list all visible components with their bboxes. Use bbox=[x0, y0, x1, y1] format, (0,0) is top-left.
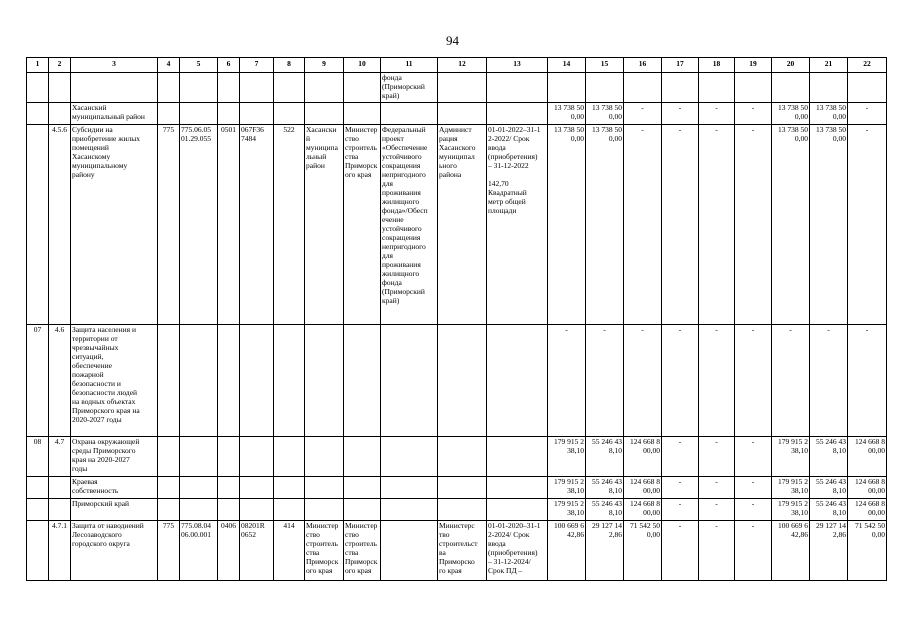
table-cell bbox=[381, 103, 438, 125]
table-cell: 08201R 0652 bbox=[240, 521, 274, 581]
table-cell bbox=[344, 73, 381, 103]
table-cell: 07 bbox=[27, 325, 49, 437]
table-cell bbox=[274, 437, 305, 477]
table-cell bbox=[487, 103, 548, 125]
column-header: 8 bbox=[274, 58, 305, 73]
column-header: 5 bbox=[180, 58, 218, 73]
table-cell bbox=[810, 73, 848, 103]
column-header: 11 bbox=[381, 58, 438, 73]
table-cell bbox=[218, 325, 240, 437]
table-cell bbox=[27, 125, 49, 325]
table-cell bbox=[305, 103, 344, 125]
column-header: 3 bbox=[71, 58, 158, 73]
table-cell bbox=[344, 477, 381, 499]
table-cell: Защита от наводнений Лесозаводского городского округа bbox=[71, 521, 158, 581]
table-cell: 13 738 50 0,00 bbox=[810, 103, 848, 125]
table-cell: - bbox=[586, 325, 624, 437]
table-cell bbox=[274, 477, 305, 499]
table-cell bbox=[180, 477, 218, 499]
table-cell bbox=[274, 73, 305, 103]
table-cell bbox=[305, 477, 344, 499]
table-cell bbox=[344, 437, 381, 477]
table-cell: 124 668 8 00,00 bbox=[848, 499, 887, 521]
table-cell: 4.6 bbox=[49, 325, 71, 437]
table-row bbox=[27, 437, 887, 477]
table-cell bbox=[180, 73, 218, 103]
table-cell: - bbox=[662, 521, 699, 581]
table-cell: 29 127 14 2,86 bbox=[586, 521, 624, 581]
table-cell: 179 915 2 38,10 bbox=[548, 477, 586, 499]
table-cell bbox=[438, 73, 487, 103]
table-row bbox=[27, 325, 887, 437]
table-cell bbox=[158, 499, 180, 521]
table-cell bbox=[180, 437, 218, 477]
table-cell bbox=[49, 477, 71, 499]
table-cell: 4.7 bbox=[49, 437, 71, 477]
table-cell bbox=[438, 437, 487, 477]
table-cell: фонда (Приморский край) bbox=[381, 73, 438, 103]
table-cell: 01-01-2020–31-1 2-2024/ Срок ввода (приобретения) – 31-12-2024/ Срок ПД – bbox=[487, 521, 548, 581]
table-cell bbox=[624, 73, 662, 103]
table-cell bbox=[158, 325, 180, 437]
table-cell: 13 738 50 0,00 bbox=[810, 125, 848, 325]
table-row bbox=[27, 499, 887, 521]
table-cell: - bbox=[699, 103, 735, 125]
table-cell: 522 bbox=[274, 125, 305, 325]
table-cell bbox=[274, 499, 305, 521]
table-cell: 0501 bbox=[218, 125, 240, 325]
column-header: 13 bbox=[487, 58, 548, 73]
table-cell: 13 738 50 0,00 bbox=[772, 125, 810, 325]
table-cell bbox=[438, 325, 487, 437]
table-row bbox=[27, 103, 887, 125]
table-cell: - bbox=[810, 325, 848, 437]
table-cell: 124 668 8 00,00 bbox=[848, 477, 887, 499]
column-header: 10 bbox=[344, 58, 381, 73]
table-cell bbox=[305, 73, 344, 103]
table-cell: 4.7.1 bbox=[49, 521, 71, 581]
column-header: 1 bbox=[27, 58, 49, 73]
table-cell bbox=[548, 73, 586, 103]
table-cell bbox=[381, 477, 438, 499]
table-cell: - bbox=[624, 125, 662, 325]
table-row bbox=[27, 521, 887, 581]
column-header: 17 bbox=[662, 58, 699, 73]
table-cell bbox=[240, 73, 274, 103]
table-cell: 71 542 50 0,00 bbox=[624, 521, 662, 581]
table-cell: 179 915 2 38,10 bbox=[772, 499, 810, 521]
table-cell: - bbox=[662, 103, 699, 125]
table-cell: 414 bbox=[274, 521, 305, 581]
column-header: 15 bbox=[586, 58, 624, 73]
table-cell bbox=[240, 103, 274, 125]
table-cell: 124 668 8 00,00 bbox=[848, 437, 887, 477]
header-row bbox=[27, 58, 887, 73]
table-cell bbox=[27, 521, 49, 581]
table-cell: 29 127 14 2,86 bbox=[810, 521, 848, 581]
table-cell bbox=[240, 477, 274, 499]
table-cell: 0406 bbox=[218, 521, 240, 581]
table-cell: 08 bbox=[27, 437, 49, 477]
table-cell bbox=[438, 103, 487, 125]
table-cell bbox=[27, 499, 49, 521]
table-cell bbox=[699, 73, 735, 103]
table-cell: Субсидии на приобретение жилых помещений Хасанскому муниципальному району bbox=[71, 125, 158, 325]
table-cell bbox=[71, 73, 158, 103]
table-cell: 067F36 7484 bbox=[240, 125, 274, 325]
table-cell: 775.06.05 01.29.055 bbox=[180, 125, 218, 325]
table-cell bbox=[27, 103, 49, 125]
table-cell bbox=[218, 73, 240, 103]
table-cell bbox=[274, 325, 305, 437]
table-cell bbox=[218, 437, 240, 477]
table-cell: 4.5.6 bbox=[49, 125, 71, 325]
table-cell: 100 669 6 42,86 bbox=[548, 521, 586, 581]
document-table bbox=[26, 57, 887, 581]
column-header: 7 bbox=[240, 58, 274, 73]
table-cell: - bbox=[699, 125, 735, 325]
table-cell: Админист рация Хасанского муниципал ьного района bbox=[438, 125, 487, 325]
table-cell: 124 668 8 00,00 bbox=[624, 499, 662, 521]
table-cell bbox=[772, 73, 810, 103]
table-cell bbox=[848, 73, 887, 103]
table-cell bbox=[487, 325, 548, 437]
column-header: 12 bbox=[438, 58, 487, 73]
table-cell bbox=[240, 437, 274, 477]
table-cell bbox=[381, 499, 438, 521]
table-cell: Защита населения и территории от чрезвычайных ситуаций, обеспечение пожарной безопасности и безопасности людей на водных объектах Приморского края на 2020-2027 годы bbox=[71, 325, 158, 437]
table-cell: Краевая собственность bbox=[71, 477, 158, 499]
table-cell: - bbox=[699, 325, 735, 437]
table-cell: 71 542 50 0,00 bbox=[848, 521, 887, 581]
table-cell bbox=[180, 325, 218, 437]
column-header: 20 bbox=[772, 58, 810, 73]
table-body bbox=[27, 73, 887, 581]
table-cell: Федеральный проект «Обеспечение устойчивого сокращения непригодного для проживания жилищного фонда»/Обесп ечение устойчивого сокращения непригодного для проживания жилищного фонда (Приморский край) bbox=[381, 125, 438, 325]
table-cell bbox=[49, 73, 71, 103]
table-cell: 775 bbox=[158, 521, 180, 581]
table-cell: - bbox=[735, 521, 772, 581]
table-cell: - bbox=[848, 103, 887, 125]
table-cell: Министер ство строитель ства Приморск ого края bbox=[344, 521, 381, 581]
table-cell: 179 915 2 38,10 bbox=[772, 477, 810, 499]
table-cell bbox=[240, 325, 274, 437]
table-cell: - bbox=[699, 437, 735, 477]
page-number: 94 bbox=[446, 33, 459, 48]
table-cell bbox=[487, 499, 548, 521]
table-cell: 01-01-2022–31-1 2-2022/ Срок ввода (приобретения) – 31-12-2022 142,70 Квадратный метр общей площади bbox=[487, 125, 548, 325]
table-cell: Охрана окружающей среды Приморского края на 2020-2027 годы bbox=[71, 437, 158, 477]
table-cell bbox=[735, 73, 772, 103]
table-cell: 55 246 43 8,10 bbox=[810, 437, 848, 477]
table-cell bbox=[305, 325, 344, 437]
table-cell bbox=[158, 437, 180, 477]
table-cell bbox=[218, 499, 240, 521]
table-cell: - bbox=[662, 477, 699, 499]
table-cell: - bbox=[848, 125, 887, 325]
table-cell: - bbox=[735, 499, 772, 521]
table-cell: 100 669 6 42,86 bbox=[772, 521, 810, 581]
table-cell: - bbox=[662, 499, 699, 521]
column-header: 2 bbox=[49, 58, 71, 73]
table-cell bbox=[218, 477, 240, 499]
table-cell: - bbox=[662, 125, 699, 325]
table-cell: - bbox=[699, 521, 735, 581]
table-cell: - bbox=[772, 325, 810, 437]
table-cell: - bbox=[699, 477, 735, 499]
column-header: 21 bbox=[810, 58, 848, 73]
table-cell bbox=[27, 477, 49, 499]
table-cell: - bbox=[735, 103, 772, 125]
table-cell bbox=[487, 437, 548, 477]
table-cell: 13 738 50 0,00 bbox=[548, 103, 586, 125]
table-cell bbox=[27, 73, 49, 103]
table-cell: 55 246 43 8,10 bbox=[586, 477, 624, 499]
table-cell bbox=[662, 73, 699, 103]
table-cell: 55 246 43 8,10 bbox=[810, 477, 848, 499]
table-cell: Министерс тво строительст ва Приморско го края bbox=[438, 521, 487, 581]
table-cell bbox=[240, 499, 274, 521]
table-cell bbox=[305, 437, 344, 477]
table-cell: 775.08.04 06.00.001 bbox=[180, 521, 218, 581]
table-cell bbox=[274, 103, 305, 125]
table-cell: - bbox=[848, 325, 887, 437]
column-header: 4 bbox=[158, 58, 180, 73]
table-cell: 13 738 50 0,00 bbox=[586, 125, 624, 325]
table-cell bbox=[344, 325, 381, 437]
table-cell: 124 668 8 00,00 bbox=[624, 437, 662, 477]
table-cell bbox=[158, 73, 180, 103]
table-row bbox=[27, 125, 887, 325]
table-cell: - bbox=[735, 477, 772, 499]
column-header: 18 bbox=[699, 58, 735, 73]
table-row bbox=[27, 477, 887, 499]
table-cell bbox=[180, 499, 218, 521]
table-row bbox=[27, 73, 887, 103]
table-cell: 13 738 50 0,00 bbox=[772, 103, 810, 125]
table-cell: 124 668 8 00,00 bbox=[624, 477, 662, 499]
column-header: 22 bbox=[848, 58, 887, 73]
table-cell: Хасански й муниципа льный район bbox=[305, 125, 344, 325]
table-cell: 179 915 2 38,10 bbox=[548, 499, 586, 521]
table-cell bbox=[180, 103, 218, 125]
table-cell: - bbox=[624, 325, 662, 437]
table-cell: 55 246 43 8,10 bbox=[810, 499, 848, 521]
table-cell bbox=[158, 477, 180, 499]
table-cell: - bbox=[699, 499, 735, 521]
table-cell: - bbox=[548, 325, 586, 437]
table-cell bbox=[487, 73, 548, 103]
table-cell: - bbox=[662, 437, 699, 477]
table-cell: 775 bbox=[158, 125, 180, 325]
table-cell: - bbox=[662, 325, 699, 437]
table-cell: Министер ство строитель ства Приморск ого края bbox=[305, 521, 344, 581]
table-cell: - bbox=[624, 103, 662, 125]
table-cell bbox=[381, 325, 438, 437]
table-cell: 179 915 2 38,10 bbox=[772, 437, 810, 477]
table-cell bbox=[438, 477, 487, 499]
table-cell: Приморский край bbox=[71, 499, 158, 521]
column-header: 9 bbox=[305, 58, 344, 73]
table-cell: - bbox=[735, 437, 772, 477]
table-cell bbox=[49, 499, 71, 521]
table-cell: 179 915 2 38,10 bbox=[548, 437, 586, 477]
table-cell bbox=[49, 103, 71, 125]
table-cell bbox=[305, 499, 344, 521]
table-cell bbox=[381, 521, 438, 581]
table-cell: 13 738 50 0,00 bbox=[548, 125, 586, 325]
table-cell: - bbox=[735, 325, 772, 437]
table-cell bbox=[586, 73, 624, 103]
table-cell bbox=[381, 437, 438, 477]
column-header: 6 bbox=[218, 58, 240, 73]
table-cell: 13 738 50 0,00 bbox=[586, 103, 624, 125]
table-cell bbox=[438, 499, 487, 521]
table-cell: 55 246 43 8,10 bbox=[586, 437, 624, 477]
table-cell: 55 246 43 8,10 bbox=[586, 499, 624, 521]
table-cell bbox=[344, 103, 381, 125]
table-cell bbox=[344, 499, 381, 521]
table-cell: Хасанский муниципальный район bbox=[71, 103, 158, 125]
column-header: 16 bbox=[624, 58, 662, 73]
table-cell: - bbox=[735, 125, 772, 325]
table-cell bbox=[218, 103, 240, 125]
table-cell: Министер ство строитель ства Приморск ого края bbox=[344, 125, 381, 325]
column-header: 14 bbox=[548, 58, 586, 73]
column-header: 19 bbox=[735, 58, 772, 73]
table-cell bbox=[487, 477, 548, 499]
table-cell bbox=[158, 103, 180, 125]
